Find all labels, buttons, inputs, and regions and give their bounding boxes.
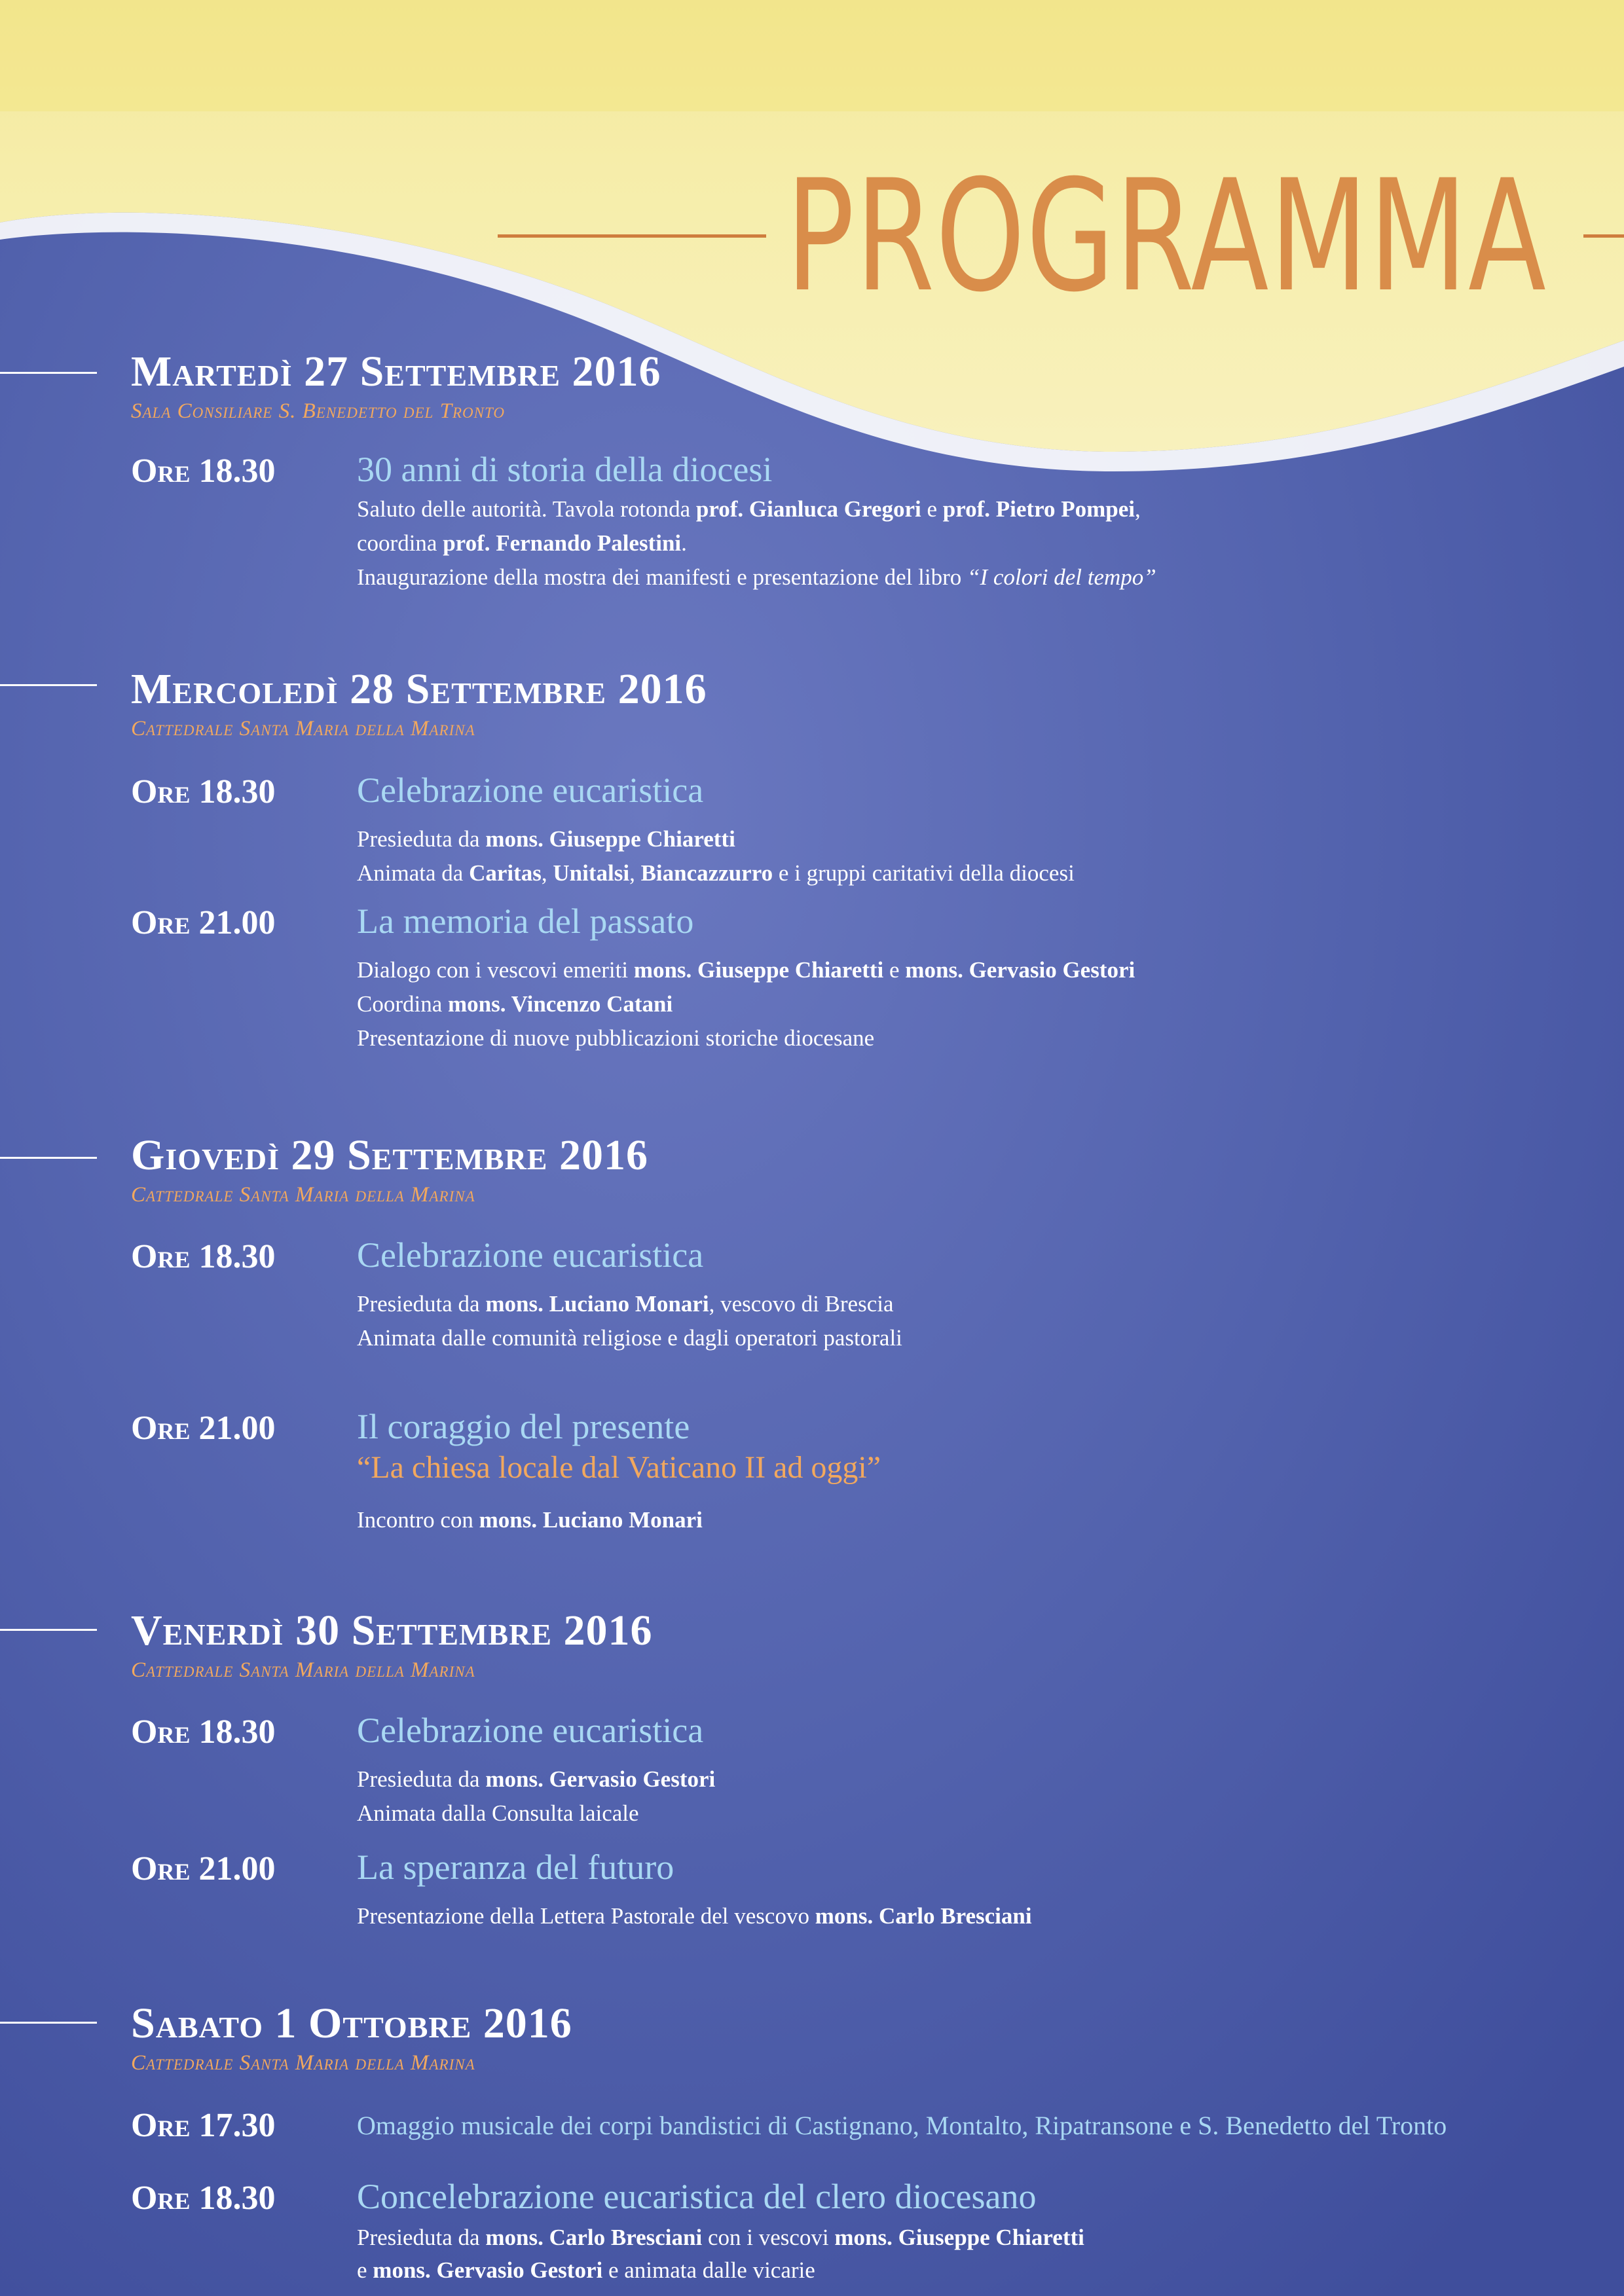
event-title: Il coraggio del presente [357, 1407, 690, 1446]
page-title: PROGRAMMA [786, 147, 1547, 326]
event-title: Celebrazione eucaristica [357, 771, 704, 810]
event-detail: Animata dalle comunità religiose e dagli operatori pastorali [357, 1325, 902, 1351]
event-detail: Presentazione della Lettera Pastorale del vescovo mons. Carlo Bresciani [357, 1903, 1032, 1929]
event-time: Ore 21.00 [131, 904, 276, 941]
day-venue: Cattedrale Santa Maria della Marina [131, 1658, 475, 1682]
event-title: Celebrazione eucaristica [357, 1235, 704, 1275]
event-time: Ore 17.30 [131, 2107, 276, 2144]
day-title: Sabato 1 Ottobre 2016 [131, 1999, 572, 2047]
event-detail: Incontro con mons. Luciano Monari [357, 1507, 703, 1533]
day-venue: Sala Consiliare S. Benedetto del Tronto [131, 399, 505, 423]
event-title: La memoria del passato [357, 902, 694, 941]
event-time: Ore 18.30 [131, 1238, 276, 1275]
day-rule [0, 1629, 97, 1631]
event-subtitle: “La chiesa locale dal Vaticano II ad oggi” [357, 1450, 881, 1485]
event-title: Concelebrazione eucaristica del clero diocesano [357, 2177, 1037, 2216]
event-detail: Animata dalla Consulta laicale [357, 1800, 639, 1826]
day-title: Venerdì 30 Settembre 2016 [131, 1607, 653, 1654]
day-title: Mercoledì 28 Settembre 2016 [131, 665, 707, 713]
event-detail: e mons. Gervasio Gestori e animata dalle vicarie [357, 2257, 815, 2283]
event-time: Ore 18.30 [131, 452, 276, 490]
event-detail: Coordina mons. Vincenzo Catani [357, 991, 673, 1017]
event-detail: Presieduta da mons. Luciano Monari, vescovo di Brescia [357, 1291, 894, 1317]
event-time: Ore 21.00 [131, 1850, 276, 1887]
day-title: Giovedì 29 Settembre 2016 [131, 1131, 648, 1179]
event-detail: Saluto delle autorità. Tavola rotonda prof. Gianluca Gregori e prof. Pietro Pompei, [357, 496, 1141, 522]
event-detail: coordina prof. Fernando Palestini. [357, 530, 687, 556]
event-detail: Presieduta da mons. Gervasio Gestori [357, 1766, 716, 1792]
day-venue: Cattedrale Santa Maria della Marina [131, 2051, 475, 2075]
event-time: Ore 18.30 [131, 2179, 276, 2217]
day-rule [0, 684, 97, 686]
event-title: 30 anni di storia della diocesi [357, 450, 773, 489]
header-rule-left [498, 234, 766, 238]
event-title: Omaggio musicale dei corpi bandistici di Castignano, Montalto, Ripatransone e S. Benedetto del Tronto [357, 2111, 1447, 2140]
event-time: Ore 18.30 [131, 1713, 276, 1751]
event-detail: Presieduta da mons. Giuseppe Chiaretti [357, 826, 735, 852]
event-detail: Animata da Caritas, Unitalsi, Biancazzurro e i gruppi caritativi della diocesi [357, 860, 1075, 886]
day-venue: Cattedrale Santa Maria della Marina [131, 717, 475, 740]
day-venue: Cattedrale Santa Maria della Marina [131, 1183, 475, 1207]
event-time: Ore 21.00 [131, 1410, 276, 1447]
event-detail: Presieduta da mons. Carlo Bresciani con i vescovi mons. Giuseppe Chiaretti [357, 2225, 1084, 2250]
event-title: Celebrazione eucaristica [357, 1711, 704, 1750]
event-time: Ore 18.30 [131, 773, 276, 811]
day-rule [0, 2022, 97, 2024]
day-title: Martedì 27 Settembre 2016 [131, 348, 661, 395]
header-rule-right [1583, 234, 1624, 238]
day-rule [0, 1157, 97, 1159]
event-title: La speranza del futuro [357, 1848, 674, 1887]
event-detail: Dialogo con i vescovi emeriti mons. Giuseppe Chiaretti e mons. Gervasio Gestori [357, 957, 1135, 983]
event-detail: Presentazione di nuove pubblicazioni storiche diocesane [357, 1025, 875, 1051]
event-detail: Inaugurazione della mostra dei manifesti e presentazione del libro “I colori del tempo” [357, 564, 1156, 590]
day-rule [0, 372, 97, 374]
